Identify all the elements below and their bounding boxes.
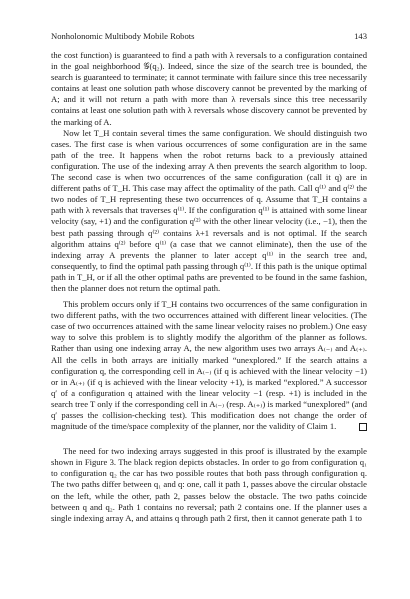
- paragraph: The need for two indexing arrays suggested in this proof is illustrated by the example shown in Figure 3. The black region depicts obstacles. In order to go from configuration q₁ to configuration q₂ the car has two possible routes that both pass through configuration q. The two paths differ between q₁ and q: one, call it path 1, passes above the circular obstacle on the left, while the other, path 2, passes below the obstacle. The two paths coincide between q and q₂. Path 1 contains no reversal; path 2 contains one. If the planner uses a single indexing array A, and attains q through path 2 first, then it cannot generate path 1 to: [51, 446, 367, 523]
- body-text: [51, 50, 367, 524]
- paragraph-text: This problem occurs only if T_H contains two occurrences of the same configuration in two different paths, with the two occurrences attained with different linear velocities. (The case of two occurrences attained with the same linear velocity raises no problem.) One easy way to solve this problem is to slightly modify the algorithm of the planner as follows. Rather than using one indexing array A, the new algorithm uses two arrays A₍₋₎ and A₍₊₎. All the cells in both arrays are initially marked “unexplored.” If the search attains a configuration q, the corresponding cell in A₍₋₎ (if q is achieved with the linear velocity −1) or in A₍₊₎ (if q is achieved with the linear velocity +1), is marked “explored.” A successor q′ of a configuration q attained with the linear velocity −1 (resp. +1) is included in the search tree T only if the corresponding cell in A₍₋₎ (resp. A₍₊₎) is marked “unexplored” (and q′ passes the collision-checking test). This modification does not change the order of magnitude of the time/space complexity of the planner, nor the validity of Claim 1.: [51, 299, 367, 432]
- page-number: 143: [354, 31, 367, 41]
- paragraph: [51, 299, 367, 432]
- running-head: [51, 31, 367, 43]
- running-title: Nonholonomic Multibody Mobile Robots: [51, 31, 195, 41]
- paragraph: Now let T_H contain several times the same configuration. We should distinguish two cases. The first case is when various occurrences of some configuration are in the same path of the tree. It happens when the robot returns back to a previously attained configuration. The use of the indexing array A then prevents the search algorithm to loop. The second case is when two occurrences of the same configuration (call it q) are in different paths of T_H. This case may affect the optimality of the path. Call q⁽¹⁾ and q⁽²⁾ the two nodes of T_H representing these two occurrences of q. Assume that T_H contains a path with λ reversals that traverses q⁽¹⁾. If the configuration q⁽¹⁾ is attained with some linear velocity (say, +1) and the configuration q⁽²⁾ with the other linear velocity (i.e., −1), then the best path passing through q⁽²⁾ contains λ+1 reversals and is not optimal. If the search algorithm attains q⁽²⁾ before q⁽¹⁾ (a case that we cannot eliminate), then the use of the indexing array A prevents the planner to later accept q⁽¹⁾ in the search tree and, consequently, to find the optimal path passing through q⁽¹⁾. If this path is the unique optimal path in T_H, or if all the other optimal paths are prevented to be found in the same fashion, then the planner does not return the optimal path.: [51, 127, 367, 293]
- end-of-proof-icon: [359, 423, 367, 431]
- paragraph: the cost function) is guaranteed to find a path with λ reversals to a configuration contained in the goal neighborhood 𝒢(q₂). Indeed, since the size of the search tree is bounded, the search is guaranteed to terminate; it cannot terminate with failure since this tree necessarily contains at least one solution path whose discovery cannot be prevented by the marking of A; and it will not return a path with more than λ reversals since this tree necessarily contains at least one solution path with λ reversals whose discovery cannot be prevented by the marking of A.: [51, 50, 367, 127]
